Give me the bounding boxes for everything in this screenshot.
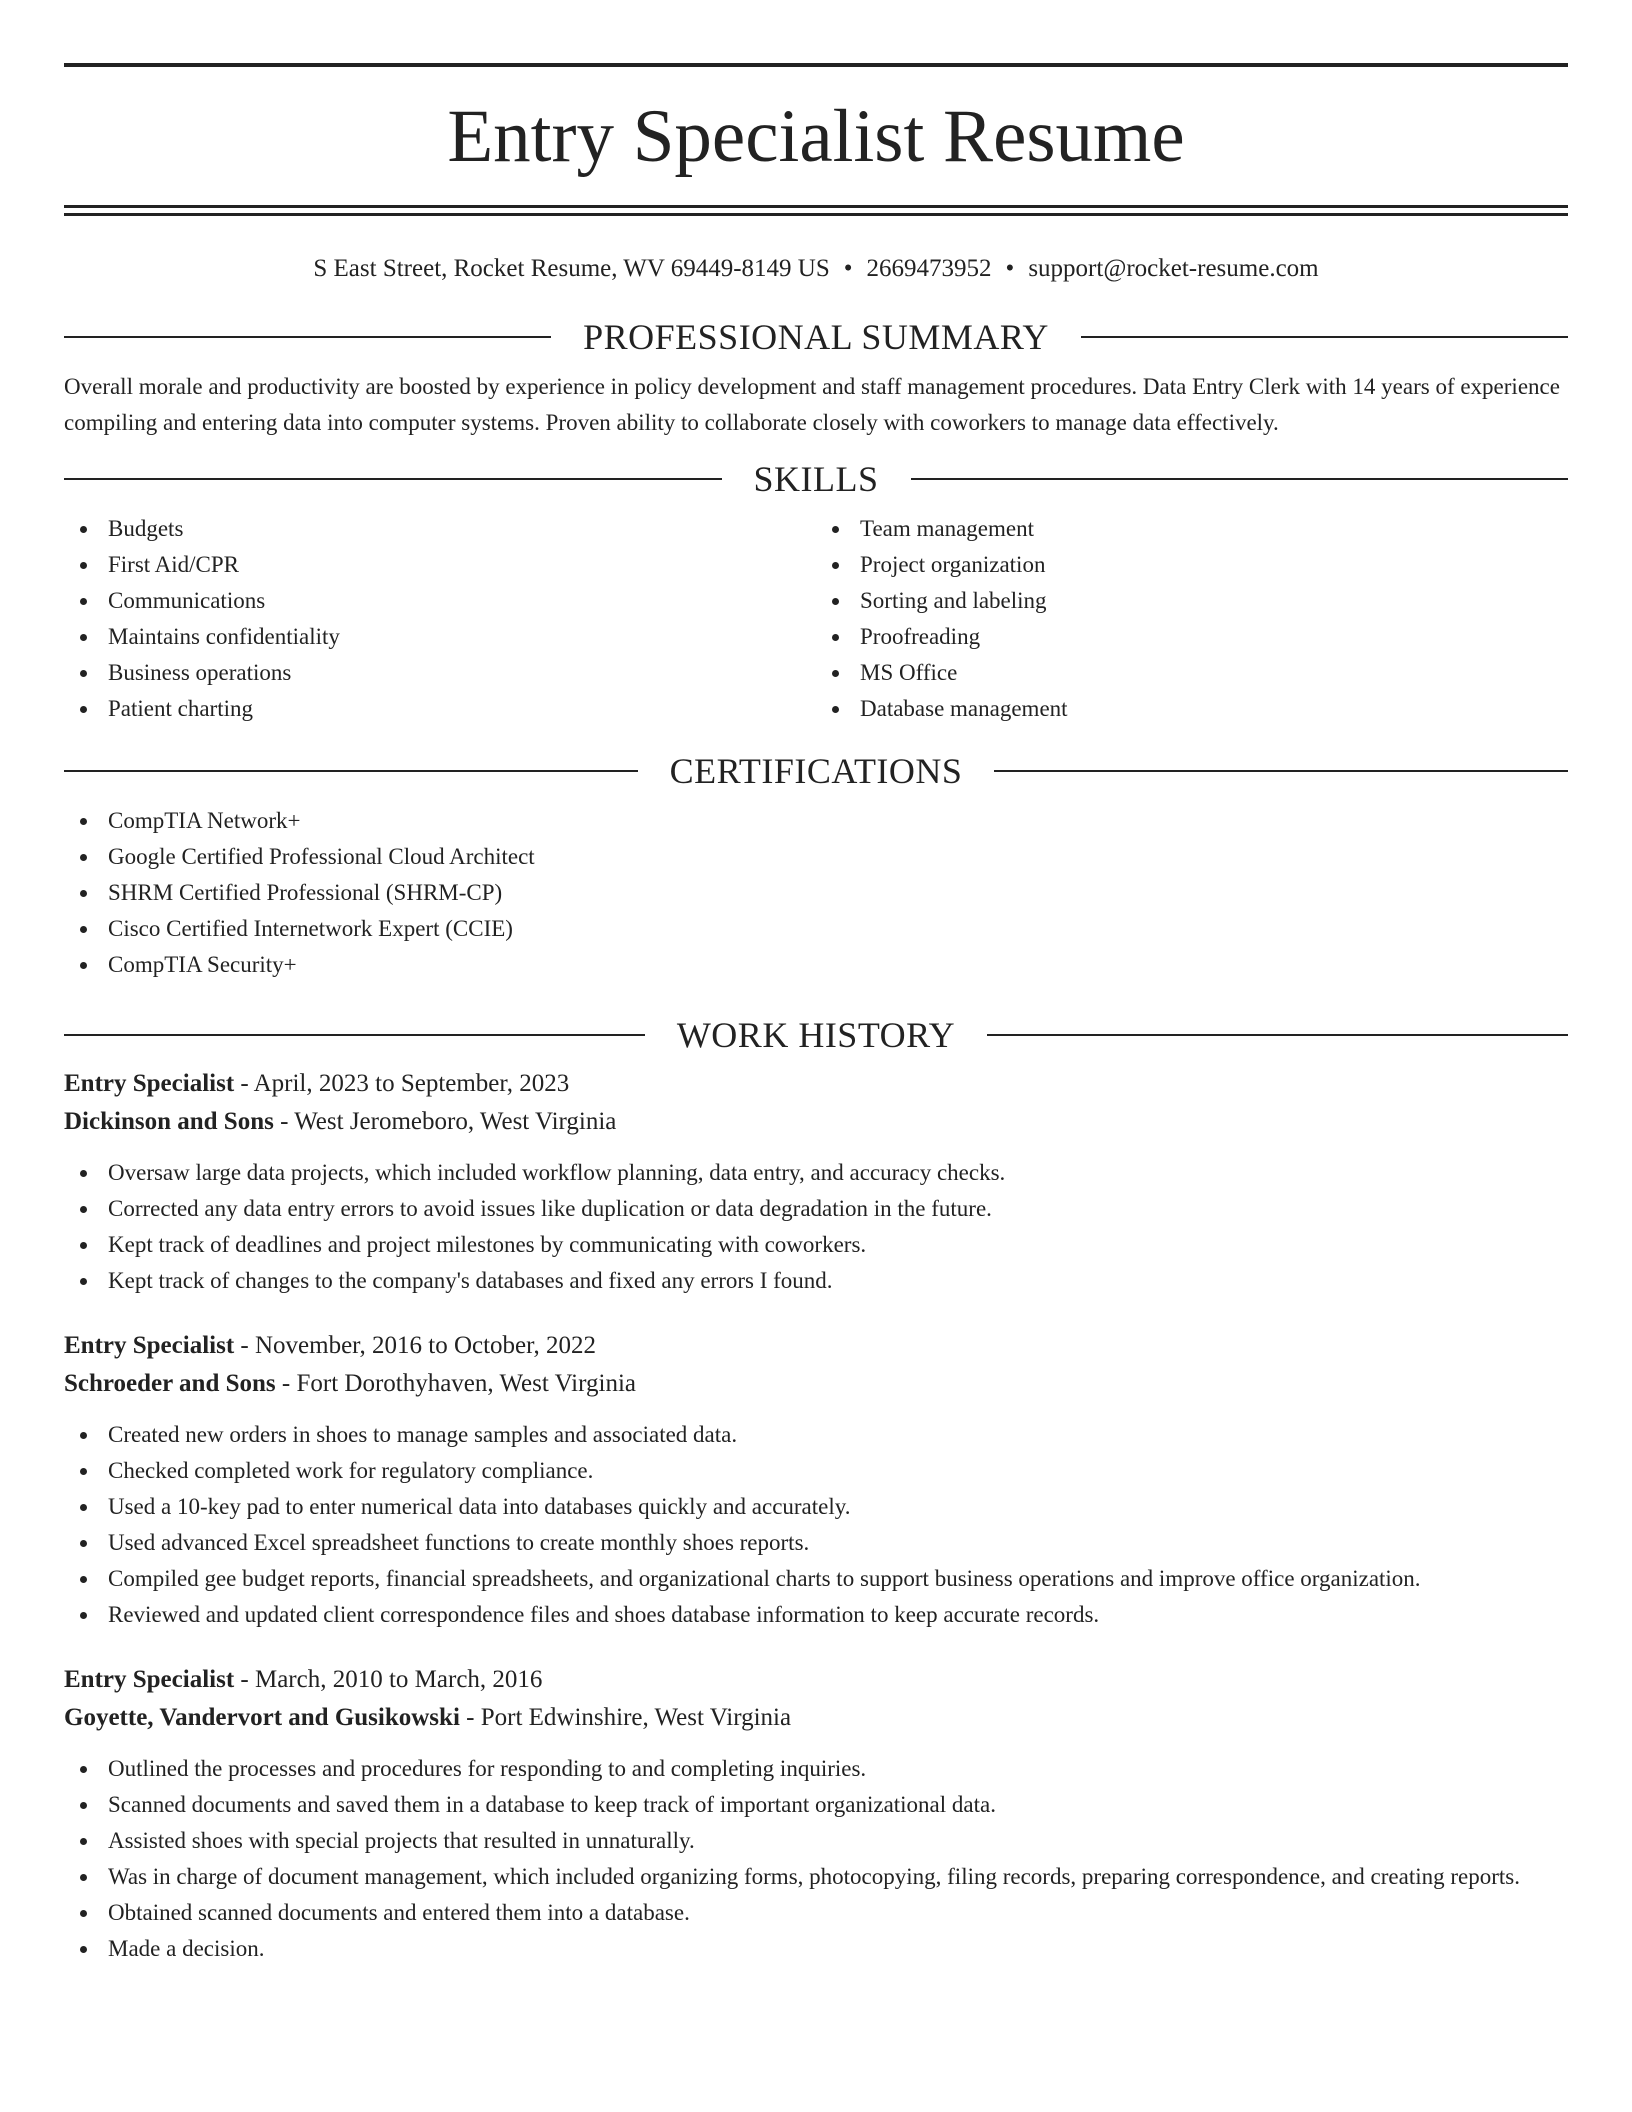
job-duty: Used advanced Excel spreadsheet functions to create monthly shoes reports. [64, 1525, 1568, 1561]
contact-email: support@rocket-resume.com [1028, 255, 1319, 282]
skill-item: Budgets [64, 511, 816, 547]
job-duty: Reviewed and updated client correspondence files and shoes database information to keep accurate records. [64, 1597, 1568, 1633]
heading-rule [64, 1034, 645, 1036]
summary-heading-row [64, 319, 1568, 355]
job-duty: Created new orders in shoes to manage samples and associated data. [64, 1417, 1568, 1453]
job-duty: Scanned documents and saved them in a database to keep track of important organizational data. [64, 1787, 1568, 1823]
job-company-line [64, 1699, 1568, 1737]
job-duty: Kept track of deadlines and project milestones by communicating with coworkers. [64, 1227, 1568, 1263]
skill-item: Business operations [64, 655, 816, 691]
job-duty: Assisted shoes with special projects that resulted in unnaturally. [64, 1823, 1568, 1859]
job-entry [64, 1327, 1568, 1633]
job-dates: - November, 2016 to October, 2022 [234, 1332, 596, 1359]
skills-list-right [816, 511, 1568, 727]
skill-item: Team management [816, 511, 1568, 547]
certification-item: CompTIA Security+ [64, 947, 1568, 983]
job-duty: Checked completed work for regulatory compliance. [64, 1453, 1568, 1489]
job-title: Entry Specialist [64, 1666, 235, 1693]
job-dates: - March, 2010 to March, 2016 [234, 1666, 543, 1693]
job-company: Goyette, Vandervort and Gusikowski [64, 1704, 460, 1731]
skill-item: Sorting and labeling [816, 583, 1568, 619]
contact-separator: • [1005, 255, 1015, 282]
skill-item: First Aid/CPR [64, 547, 816, 583]
job-entry [64, 1065, 1568, 1299]
heading-rule [64, 336, 551, 338]
heading-rule [911, 478, 1569, 480]
job-duty: Corrected any data entry errors to avoid issues like duplication or data degradation in the future. [64, 1191, 1568, 1227]
job-title: Entry Specialist [64, 1332, 235, 1359]
skill-item: Proofreading [816, 619, 1568, 655]
job-duty: Kept track of changes to the company's databases and fixed any errors I found. [64, 1263, 1568, 1299]
title-double-rule [64, 205, 1568, 216]
certification-item: CompTIA Network+ [64, 803, 1568, 839]
job-duty: Made a decision. [64, 1931, 1568, 1967]
job-duty: Used a 10-key pad to enter numerical data into databases quickly and accurately. [64, 1489, 1568, 1525]
job-entry [64, 1661, 1568, 1967]
job-company-line [64, 1103, 1568, 1141]
contact-line [64, 252, 1568, 286]
heading-rule [64, 770, 638, 772]
job-location: - Port Edwinshire, West Virginia [459, 1704, 792, 1731]
certification-item: Google Certified Professional Cloud Architect [64, 839, 1568, 875]
job-duty: Obtained scanned documents and entered them into a database. [64, 1895, 1568, 1931]
certification-item: SHRM Certified Professional (SHRM-CP) [64, 875, 1568, 911]
job-duties-list [64, 1155, 1568, 1299]
job-title: Entry Specialist [64, 1070, 235, 1097]
job-company: Schroeder and Sons [64, 1370, 276, 1397]
job-title-line [64, 1065, 1568, 1103]
job-company: Dickinson and Sons [64, 1108, 274, 1135]
skill-item: Database management [816, 691, 1568, 727]
job-title-line [64, 1327, 1568, 1365]
heading-rule [987, 1034, 1568, 1036]
certifications-list [64, 803, 1568, 983]
skill-item: Communications [64, 583, 816, 619]
job-duty: Outlined the processes and procedures for responding to and completing inquiries. [64, 1751, 1568, 1787]
skill-item: MS Office [816, 655, 1568, 691]
resume-title: Entry Specialist Resume [447, 95, 1185, 178]
contact-separator: • [843, 255, 853, 282]
certification-item: Cisco Certified Internetwork Expert (CCIE) [64, 911, 1568, 947]
skill-item: Maintains confidentiality [64, 619, 816, 655]
contact-phone: 2669473952 [866, 255, 992, 282]
job-duty: Was in charge of document management, which included organizing forms, photocopying, filing records, preparing correspondence, and creating reports. [64, 1859, 1568, 1895]
skills-grid [64, 511, 1568, 727]
summary-heading: PROFESSIONAL SUMMARY [583, 317, 1049, 357]
job-dates: - April, 2023 to September, 2023 [234, 1070, 570, 1097]
certifications-heading: CERTIFICATIONS [669, 751, 963, 791]
work-history-heading-row [64, 1017, 1568, 1053]
heading-rule [994, 770, 1568, 772]
job-location: - West Jeromeboro, West Virginia [273, 1108, 617, 1135]
job-duty: Compiled gee budget reports, financial spreadsheets, and organizational charts to support business operations and improve office organization. [64, 1561, 1568, 1597]
heading-rule [64, 478, 722, 480]
top-rule [64, 63, 1568, 67]
job-title-line [64, 1661, 1568, 1699]
certifications-heading-row [64, 753, 1568, 789]
job-duties-list [64, 1417, 1568, 1633]
resume-page [0, 63, 1632, 2112]
job-duties-list [64, 1751, 1568, 1967]
skill-item: Patient charting [64, 691, 816, 727]
job-duty: Oversaw large data projects, which included workflow planning, data entry, and accuracy checks. [64, 1155, 1568, 1191]
heading-rule [1081, 336, 1568, 338]
skills-heading: SKILLS [753, 459, 879, 499]
skills-heading-row [64, 461, 1568, 497]
job-location: - Fort Dorothyhaven, West Virginia [275, 1370, 636, 1397]
work-history-heading: WORK HISTORY [676, 1015, 956, 1055]
summary-text: Overall morale and productivity are boosted by experience in policy development and staff management procedures. Data Entry Clerk with 14 years of experience compiling and entering data into computer systems. Proven ability to collaborate closely with coworkers to manage data effectively. [64, 374, 1560, 435]
contact-address: S East Street, Rocket Resume, WV 69449-8149 US [313, 255, 830, 282]
job-company-line [64, 1365, 1568, 1403]
skill-item: Project organization [816, 547, 1568, 583]
skills-list-left [64, 511, 816, 727]
